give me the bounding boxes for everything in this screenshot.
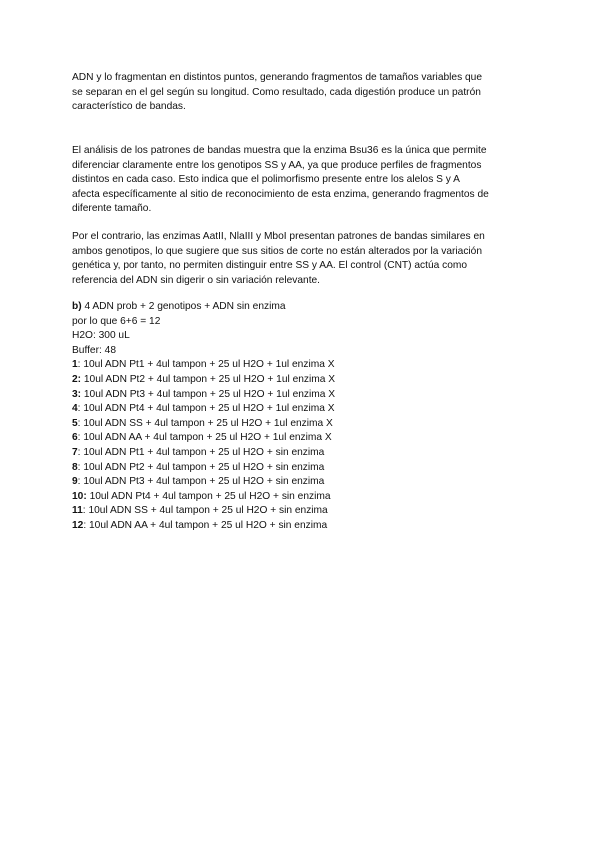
sample-number: 7: [72, 446, 78, 458]
paragraph-bsu36-analysis: [72, 144, 532, 217]
text-line: ADN y lo fragmentan en distintos puntos, generando fragmentos de tamaños variables que: [72, 72, 483, 83]
buffer-volume: Buffer: 48: [72, 344, 116, 356]
paragraph-digestion: [72, 71, 532, 115]
sample-text: 10ul ADN Pt2 + 4ul tampon + 25 ul H2O + 1ul enzima X: [81, 373, 336, 385]
section-b-intro: 4 ADN prob + 2 genotipos + ADN sin enzima: [81, 301, 286, 312]
sample-item: [72, 388, 532, 403]
sample-text: : 10ul ADN Pt1 + 4ul tampon + 25 ul H2O + sin enzima: [77, 446, 325, 458]
text-line: Por el contrario, las enzimas AatII, NlaIII y MboI presentan patrones de bandas similares en: [72, 231, 485, 242]
sample-number: 8: [72, 461, 78, 473]
text-line: diferenciar claramente entre los genotipos SS y AA, ya que produce perfiles de fragmentos: [72, 159, 482, 171]
sample-number: 12: [72, 519, 84, 531]
sample-number: 1: [72, 359, 78, 371]
sample-text: : 10ul ADN SS + 4ul tampon + 25 ul H2O + 1ul enzima X: [77, 417, 333, 429]
sample-number: 11: [72, 505, 83, 517]
sample-item: [72, 475, 532, 490]
sample-item: [72, 504, 532, 519]
sample-item: [72, 358, 532, 373]
text-line: se separan en el gel según su longitud. Como resultado, cada digestión produce un patrón: [72, 86, 481, 98]
sample-number: 10:: [72, 490, 87, 502]
sample-text: : 10ul ADN Pt3 + 4ul tampon + 25 ul H2O + sin enzima: [77, 476, 325, 488]
sample-item: [72, 461, 532, 476]
sample-text: 10ul ADN Pt4 + 4ul tampon + 25 ul H2O + sin enzima: [86, 490, 331, 502]
sample-number: 2:: [72, 373, 82, 385]
sample-number: 6: [72, 432, 78, 444]
sample-text: : 10ul ADN Pt4 + 4ul tampon + 25 ul H2O + 1ul enzima X: [77, 403, 335, 415]
text-line: distintos en cada caso. Esto indica que el polimorfismo presente entre los alelos S y A: [72, 174, 460, 186]
sample-item: [72, 446, 532, 461]
calc-line: por lo que 6+6 = 12: [72, 315, 161, 327]
sample-number: 4: [72, 403, 78, 415]
sample-item: [72, 417, 532, 432]
sample-item: [72, 373, 532, 388]
sample-item: [72, 519, 532, 534]
sample-text: 10ul ADN Pt3 + 4ul tampon + 25 ul H2O + 1ul enzima X: [81, 388, 336, 400]
sample-text: : 10ul ADN AA + 4ul tampon + 25 ul H2O + 1ul enzima X: [77, 432, 332, 444]
section-b-heading: [72, 300, 532, 315]
text-line: diferente tamaño.: [72, 203, 152, 215]
sample-text: : 10ul ADN Pt2 + 4ul tampon + 25 ul H2O + sin enzima: [77, 461, 325, 473]
sample-item: [72, 431, 532, 446]
section-b-protocol: [72, 300, 532, 534]
paragraph-other-enzymes: [72, 230, 532, 288]
h2o-volume: H2O: 300 uL: [72, 330, 130, 342]
text-line: ambos genotipos, lo que sugiere que sus sitios de corte no están alterados por la variación: [72, 245, 483, 257]
sample-text: : 10ul ADN Pt1 + 4ul tampon + 25 ul H2O + 1ul enzima X: [77, 359, 335, 371]
sample-number: 3:: [72, 388, 82, 400]
text-line: El análisis de los patrones de bandas muestra que la enzima Bsu36 es la única que permite: [72, 145, 487, 156]
section-b-label: b): [72, 301, 82, 312]
text-line: afecta específicamente al sitio de reconocimiento de esta enzima, generando fragmentos de: [72, 188, 489, 200]
sample-item: [72, 490, 532, 505]
sample-text: : 10ul ADN SS + 4ul tampon + 25 ul H2O + sin enzima: [82, 505, 328, 517]
sample-number: 9: [72, 476, 78, 488]
sample-item: [72, 402, 532, 417]
sample-number: 5: [72, 417, 78, 429]
text-line: referencia del ADN sin digerir o sin variación relevante.: [72, 274, 321, 286]
sample-text: : 10ul ADN AA + 4ul tampon + 25 ul H2O + sin enzima: [83, 519, 328, 531]
text-line: genética y, por tanto, no permiten distinguir entre SS y AA. El control (CNT) actúa como: [72, 260, 468, 272]
text-line: característico de bandas.: [72, 101, 186, 113]
